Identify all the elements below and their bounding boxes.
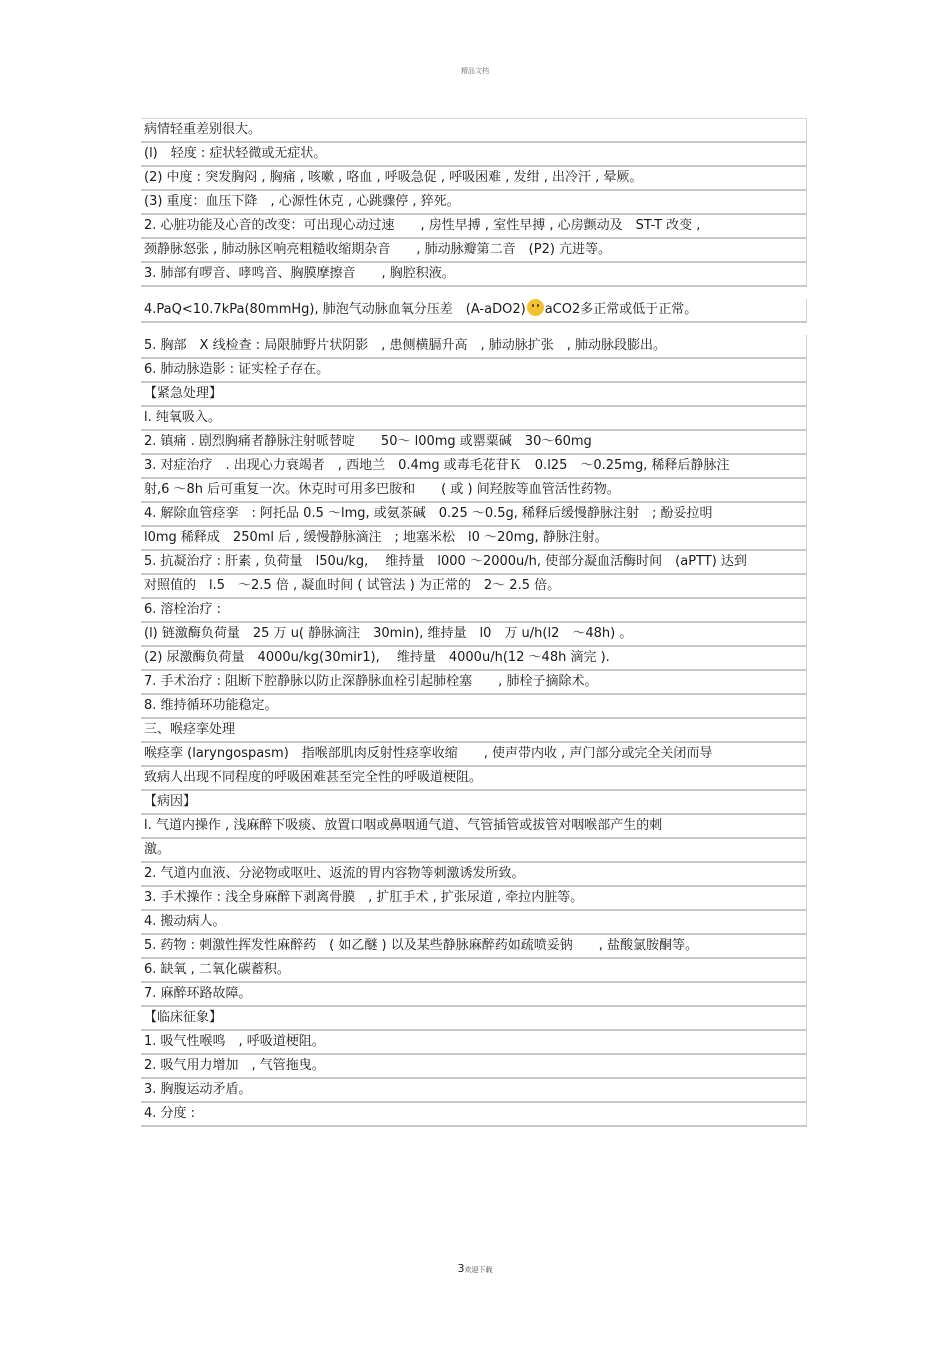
text-line: 3. 对症治疗 . 出现心力衰竭者 , 西地兰 0.4mg 或毒毛花苷Ｋ 0.l25 ～0.25mg, 稀释后静脉注: [141, 455, 807, 479]
text-line: 病情轻重差别很大。: [141, 118, 807, 143]
text-line: l. 纯氧吸入。: [141, 407, 807, 431]
text-line: 喉痉挛 (laryngospasm) 指喉部肌肉反射性痉挛收缩 , 使声带内收 , 声门部分或完全关闭而导: [141, 743, 807, 767]
text-line: 4. 搬动病人。: [141, 911, 807, 935]
text-line: 对照值的 l.5 ～2.5 倍 , 凝血时间 ( 试管法 ) 为正常的 2～ 2.5 倍。: [141, 575, 807, 599]
text-line: (l) 轻度 : 症状轻微或无症状。: [141, 143, 807, 167]
text-line: [141, 299, 807, 323]
text-line: 致病人出现不同程度的呼吸困难甚至完全性的呼吸道梗阻。: [141, 767, 807, 791]
text-line-part: aCO2多正常或低于正常。: [544, 302, 698, 317]
text-line: (3) 重度：血压下降 , 心源性休克 , 心跳骤停 , 猝死。: [141, 191, 807, 215]
section-heading: 三、喉痉挛处理: [141, 719, 807, 743]
header-mark: 精品文档: [461, 67, 489, 75]
section-heading: 【紧急处理】: [141, 383, 807, 407]
text-line: 6. 溶栓治疗 :: [141, 599, 807, 623]
text-line: (2) 中度 : 突发胸闷 , 胸痛 , 咳嗽 , 咯血 , 呼吸急促 , 呼吸困难 , 发绀 , 出冷汗 , 晕厥。: [141, 167, 807, 191]
text-line: 2. 气道内血液、分泌物或呕吐、返流的胃内容物等刺激诱发所致。: [141, 863, 807, 887]
text-line: 射,6 ～8h 后可重复一次。休克时可用多巴胺和 ( 或 ) 间羟胺等血管活性药物。: [141, 479, 807, 503]
text-line: 2. 镇痛 . 剧烈胸痛者静脉注射哌替啶 50～ l00mg 或罂粟碱 30～60mg: [141, 431, 807, 455]
text-line: 2. 心脏功能及心音的改变：可出现心动过速 , 房性早搏 , 室性早搏 , 心房颤动及 ST-T 改变 ,: [141, 215, 807, 239]
text-line: l0mg 稀释成 250ml 后 , 缓慢静脉滴注 ; 地塞米松 l0 ～20mg, 静脉注射。: [141, 527, 807, 551]
text-line: 1. 吸气性喉鸣 , 呼吸道梗阻。: [141, 1031, 807, 1055]
text-line: 8. 维持循环功能稳定。: [141, 695, 807, 719]
page-footer: [0, 1262, 950, 1275]
text-line: l. 气道内操作 , 浅麻醉下吸痰、放置口咽或鼻咽通气道、气管插管或拔管对咽喉部产生的刺: [141, 815, 807, 839]
text-line: 6. 缺氧 , 二氧化碳蓄积。: [141, 959, 807, 983]
document-body: [141, 118, 807, 1127]
text-line: 激。: [141, 839, 807, 863]
text-line: 4. 分度 :: [141, 1103, 807, 1127]
section-heading: 【病因】: [141, 791, 807, 815]
text-line: 7. 麻醉环路故障。: [141, 983, 807, 1007]
text-line: 3. 肺部有啰音、哮鸣音、胸膜摩擦音 , 胸腔积液。: [141, 263, 807, 287]
text-line: 4. 解除血管痉挛 : 阿托品 0.5 ～lmg, 或氨茶碱 0.25 ～0.5g, 稀释后缓慢静脉注射 ; 酚妥拉明: [141, 503, 807, 527]
text-line: 5. 抗凝治疗 : 肝素 , 负荷量 l50u/kg, 维持量 l000 ～2000u/h, 使部分凝血活酶时间 (aPTT) 达到: [141, 551, 807, 575]
text-line: (2) 尿激酶负荷量 4000u/kg(30mir1), 维持量 4000u/h(12 ～48h 滴完 ).: [141, 647, 807, 671]
section-heading: 【临床征象】: [141, 1007, 807, 1031]
face-emoji-icon: [527, 299, 544, 316]
text-line: 5. 药物 : 刺激性挥发性麻醉药 ( 如乙醚 ) 以及某些静脉麻醉药如疏喷妥钠 , 盐酸氯胺酮等。: [141, 935, 807, 959]
footer-note: 欢迎下载: [464, 1266, 493, 1274]
text-line-part: 4.PaQ<10.7kPa(80mmHg), 肺泡气动脉血氧分压差 (A-aDO2): [144, 302, 526, 317]
text-line: 5. 胸部 X 线检查 : 局限肺野片状阴影 , 患侧横膈升高 , 肺动脉扩张 , 肺动脉段膨出。: [141, 335, 807, 359]
text-line: 6. 肺动脉造影 : 证实栓子存在。: [141, 359, 807, 383]
text-line: 7. 手术治疗 : 阻断下腔静脉以防止深静脉血栓引起肺栓塞 , 肺栓子摘除术。: [141, 671, 807, 695]
text-line: 3. 胸腹运动矛盾。: [141, 1079, 807, 1103]
text-line: 颈静脉怒张 , 肺动脉区响亮粗糙收缩期杂音 , 肺动脉瓣第二音 (P2) 亢进等。: [141, 239, 807, 263]
text-line: 2. 吸气用力增加 , 气管拖曳。: [141, 1055, 807, 1079]
page-number: 3: [457, 1262, 465, 1275]
text-line: (l) 链激酶负荷量 25 万 u( 静脉滴注 30min), 维持量 l0 万 u/h(l2 ～48h) 。: [141, 623, 807, 647]
text-line: 3. 手术操作 : 浅全身麻醉下剥离骨膜 , 扩肛手术 , 扩张尿道 , 牵拉内脏等。: [141, 887, 807, 911]
